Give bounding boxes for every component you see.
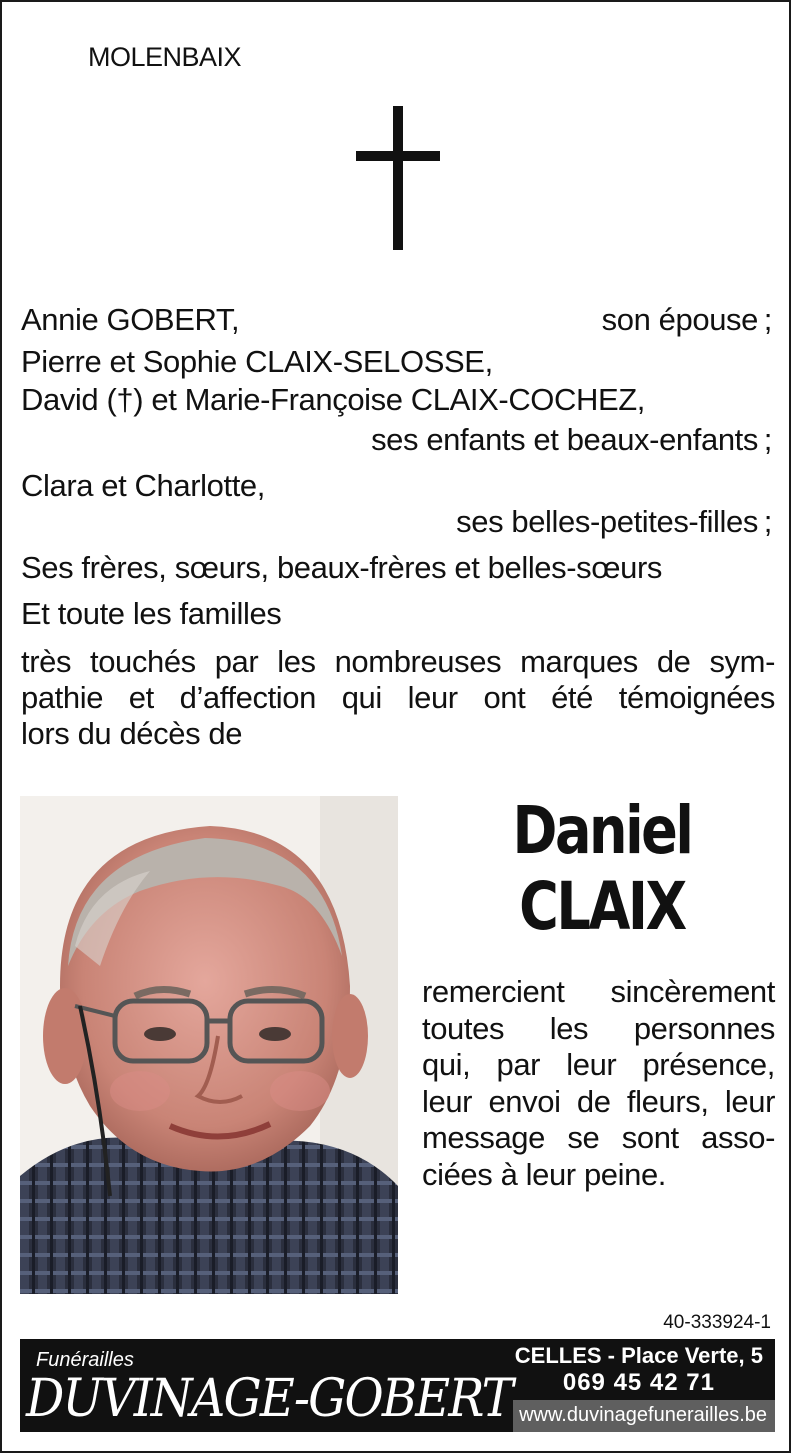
cross-icon (356, 106, 440, 250)
funeral-home-name: DUVINAGE-GOBERT (26, 1369, 512, 1429)
funeral-home-banner (20, 1339, 775, 1432)
intro-paragraph (21, 644, 775, 752)
funeral-label: Funérailles (36, 1349, 134, 1371)
intro-line-3: lors du décès de (21, 716, 243, 751)
grandchildren-relation: ses belles-petites-filles ; (456, 504, 772, 539)
spouse-relation: son épouse ; (601, 302, 772, 337)
town-name: MOLENBAIX (88, 42, 242, 72)
thanks-line-2: toutes les personnes (422, 1010, 775, 1046)
website-box (513, 1400, 775, 1432)
children-relation: ses enfants et beaux-enfants ; (371, 422, 772, 457)
spouse-name: Annie GOBERT, (21, 302, 240, 337)
siblings: Ses frères, sœurs, beaux-frères et belles-sœurs (21, 550, 662, 585)
intro-line-1: très touchés par les nombreuses marques de sym- (21, 644, 775, 679)
thanks-line-6: ciées à leur peine. (422, 1156, 667, 1192)
thanks-line-5: message se sont asso- (422, 1120, 775, 1155)
intro-line-2: pathie et d’affection qui leur ont été témoignées (21, 680, 775, 715)
portrait-photo (20, 796, 398, 1294)
funeral-address: CELLES - Place Verte, 5 (514, 1343, 763, 1368)
grandchildren: Clara et Charlotte, (21, 468, 265, 503)
thanks-line-3: qui, par leur présence, (422, 1047, 775, 1082)
children-line-2: David (†) et Marie-Françoise CLAIX-COCHEZ, (21, 382, 646, 417)
deceased-last-name: CLAIX (519, 868, 685, 945)
deceased-first-name: Daniel (512, 792, 692, 869)
children-line-1: Pierre et Sophie CLAIX-SELOSSE, (21, 344, 493, 379)
funeral-phone: 069 45 42 71 (562, 1369, 715, 1396)
funeral-website[interactable]: www.duvinagefunerailles.be (519, 1404, 767, 1426)
reference-number: 40-333924-1 (663, 1312, 771, 1333)
thanks-line-4: leur envoi de fleurs, leur (422, 1083, 775, 1119)
families: Et toute les familles (21, 596, 282, 631)
thanks-line-1: remercient sincèrement (422, 974, 775, 1009)
thanks-paragraph (422, 974, 775, 1193)
